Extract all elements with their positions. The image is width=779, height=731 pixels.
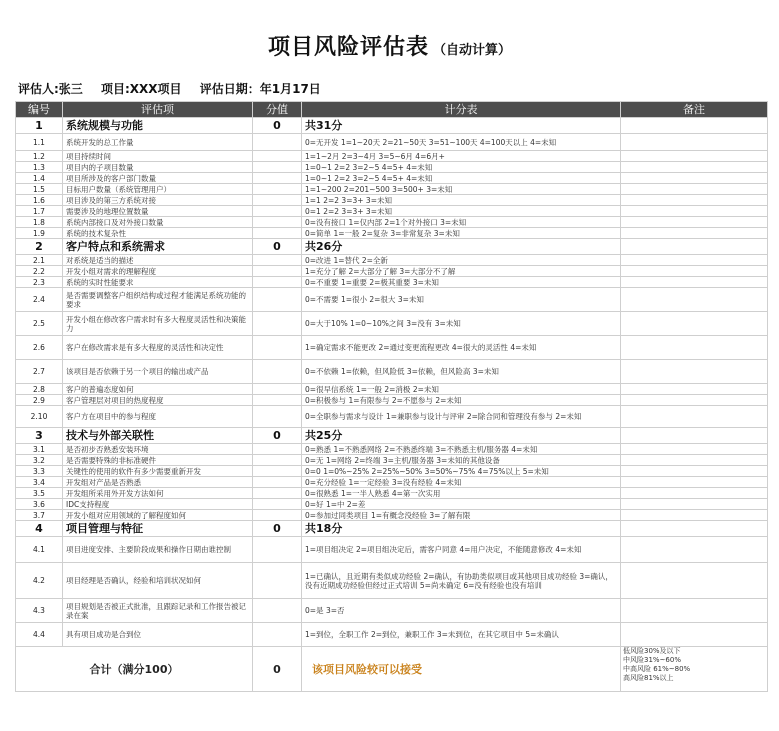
item-desc: 该项目是否依赖于另一个项目的输出或产品 [63, 360, 253, 384]
section-total: 共26分 [302, 239, 621, 255]
table-row [16, 455, 768, 466]
section-score: 0 [253, 428, 302, 444]
col-header-score: 分值 [253, 102, 302, 118]
item-num: 3.4 [16, 477, 63, 488]
section-score: 0 [253, 521, 302, 537]
item-score-cell[interactable] [253, 477, 302, 488]
item-desc: 项目涉及的第三方系统对接 [63, 195, 253, 206]
table-row [16, 217, 768, 228]
item-score-cell[interactable] [253, 384, 302, 395]
item-desc: 客户方在项目中的参与程度 [63, 406, 253, 428]
item-score-cell[interactable] [253, 173, 302, 184]
item-num: 2.4 [16, 288, 63, 312]
item-note-cell[interactable] [621, 499, 768, 510]
item-note-cell[interactable] [621, 406, 768, 428]
item-score-cell[interactable] [253, 288, 302, 312]
item-score-cell[interactable] [253, 563, 302, 599]
item-desc: 开发组对产品是否熟悉 [63, 477, 253, 488]
table-row [16, 466, 768, 477]
item-score-cell[interactable] [253, 134, 302, 151]
item-score-cell[interactable] [253, 623, 302, 647]
table-row [16, 151, 768, 162]
item-rule: 1=1~200 2=201~500 3=500+ 3=未知 [302, 184, 621, 195]
eval-date: 评估日期：年1月17日 [199, 82, 321, 96]
legend-mid: 中风险31%~60% [623, 656, 681, 664]
item-num: 2.3 [16, 277, 63, 288]
table-row [16, 623, 768, 647]
table-row [16, 384, 768, 395]
item-rule: 0=不重要 1=重要 2=极其重要 3=未知 [302, 277, 621, 288]
item-rule: 1=已确认，且近期有类似成功经验 2=确认，有协助类似项目或其他项目成功经验 3=确认，没有近期成功经验但经过正式培训 5=尚未确定 6=没有经验也没有培训 [302, 563, 621, 599]
section-note [621, 239, 768, 255]
item-rule: 0=好 1=中 2=差 [302, 499, 621, 510]
item-desc: 客户管理层对项目的热度程度 [63, 395, 253, 406]
table-row [16, 477, 768, 488]
table-row [16, 184, 768, 195]
item-num: 1.7 [16, 206, 63, 217]
item-note-cell[interactable] [621, 228, 768, 239]
item-rule: 0=没有接口 1=仅内部 2=1个对外接口 3=未知 [302, 217, 621, 228]
item-desc: 是否初步否熟悉安装环境 [63, 444, 253, 455]
item-note-cell[interactable] [621, 336, 768, 360]
item-num: 2.5 [16, 312, 63, 336]
table-row [16, 395, 768, 406]
item-note-cell[interactable] [621, 444, 768, 455]
item-score-cell[interactable] [253, 162, 302, 173]
item-rule: 0=不依赖 1=依赖，但风险低 3=依赖，但风险高 3=未知 [302, 360, 621, 384]
section-title: 客户特点和系统需求 [63, 239, 253, 255]
item-note-cell[interactable] [621, 134, 768, 151]
item-desc: 目标用户数量（系统管理用户） [63, 184, 253, 195]
item-desc: 项目经理是否确认，经验和培训状况如何 [63, 563, 253, 599]
section-row [16, 428, 768, 444]
item-score-cell[interactable] [253, 444, 302, 455]
table-row [16, 277, 768, 288]
section-row [16, 118, 768, 134]
item-rule: 0=全职参与需求与设计 1=兼职参与设计与评审 2=除合同和管理没有参与 2=未知 [302, 406, 621, 428]
item-note-cell[interactable] [621, 195, 768, 206]
section-title: 系统规模与功能 [63, 118, 253, 134]
item-desc: IDC支持程度 [63, 499, 253, 510]
item-rule: 1=0~1 2=2 3=2~5 4=5+ 4=未知 [302, 173, 621, 184]
item-note-cell[interactable] [621, 173, 768, 184]
item-num: 3.2 [16, 455, 63, 466]
item-note-cell[interactable] [621, 384, 768, 395]
table-body [16, 118, 768, 647]
item-score-cell[interactable] [253, 217, 302, 228]
table-row [16, 499, 768, 510]
legend-low: 低风险30%及以下 [623, 647, 681, 655]
section-note [621, 118, 768, 134]
item-score-cell[interactable] [253, 537, 302, 563]
item-score-cell[interactable] [253, 312, 302, 336]
section-num: 4 [16, 521, 63, 537]
item-desc: 具有项目成功是合到位 [63, 623, 253, 647]
section-row [16, 521, 768, 537]
item-score-cell[interactable] [253, 255, 302, 266]
table-row [16, 266, 768, 277]
item-rule: 1=0~1 2=2 3=2~5 4=5+ 4=未知 [302, 162, 621, 173]
item-num: 1.3 [16, 162, 63, 173]
item-rule: 0=充分经验 1=一定经验 3=没有经验 4=未知 [302, 477, 621, 488]
total-result: 该项目风险较可以接受 [302, 647, 621, 692]
table-row [16, 288, 768, 312]
table-row [16, 488, 768, 499]
table-row [16, 195, 768, 206]
item-score-cell[interactable] [253, 277, 302, 288]
legend-high: 高风险81%以上 [623, 674, 674, 682]
item-rule: 1=1~2月 2=3~4月 3=5~6月 4=6月+ [302, 151, 621, 162]
meta-info [18, 80, 335, 97]
item-score-cell[interactable] [253, 510, 302, 521]
project-name: 项目:XXX项目 [101, 82, 182, 96]
evaluator: 评估人:张三 [18, 82, 83, 96]
item-num: 4.1 [16, 537, 63, 563]
item-note-cell[interactable] [621, 162, 768, 173]
section-total: 共31分 [302, 118, 621, 134]
item-rule: 0=很早信系统 1=一般 2=消极 2=未知 [302, 384, 621, 395]
legend-midhigh: 中高风险 61%~80% [623, 665, 691, 673]
item-note-cell[interactable] [621, 266, 768, 277]
table-row [16, 563, 768, 599]
item-num: 2.10 [16, 406, 63, 428]
table-row [16, 360, 768, 384]
table-row [16, 510, 768, 521]
item-score-cell[interactable] [253, 336, 302, 360]
item-score-cell[interactable] [253, 488, 302, 499]
item-note-cell[interactable] [621, 360, 768, 384]
item-score-cell[interactable] [253, 455, 302, 466]
item-desc: 客户在修改需求是有多大程度的灵活性和决定性 [63, 336, 253, 360]
item-score-cell[interactable] [253, 499, 302, 510]
title-area [0, 30, 779, 61]
item-score-cell[interactable] [253, 266, 302, 277]
item-note-cell[interactable] [621, 255, 768, 266]
item-note-cell[interactable] [621, 217, 768, 228]
item-note-cell[interactable] [621, 151, 768, 162]
item-num: 2.6 [16, 336, 63, 360]
item-note-cell[interactable] [621, 184, 768, 195]
item-rule: 0=1 2=2 3=3+ 3=未知 [302, 206, 621, 217]
item-desc: 系统内部接口及对外接口数量 [63, 217, 253, 228]
item-num: 3.7 [16, 510, 63, 521]
table-row [16, 162, 768, 173]
item-num: 2.1 [16, 255, 63, 266]
section-note [621, 428, 768, 444]
item-score-cell[interactable] [253, 206, 302, 217]
item-num: 3.5 [16, 488, 63, 499]
item-rule: 0=改进 1=替代 2=全新 [302, 255, 621, 266]
item-rule: 0=参加过同类项目 1=有概念没经验 3=了解有限 [302, 510, 621, 521]
page-title: 项目风险评估表 [267, 35, 429, 60]
table-row [16, 444, 768, 455]
item-note-cell[interactable] [621, 510, 768, 521]
item-desc: 是否需要特殊的非标准硬件 [63, 455, 253, 466]
section-total: 共25分 [302, 428, 621, 444]
item-desc: 对系统是适当的描述 [63, 255, 253, 266]
item-note-cell[interactable] [621, 312, 768, 336]
section-num: 1 [16, 118, 63, 134]
item-note-cell[interactable] [621, 488, 768, 499]
table-row [16, 599, 768, 623]
section-score: 0 [253, 118, 302, 134]
total-score: 0 [253, 647, 302, 692]
item-desc: 系统开发的总工作量 [63, 134, 253, 151]
item-num: 2.2 [16, 266, 63, 277]
col-header-rule: 计分表 [302, 102, 621, 118]
table-row [16, 134, 768, 151]
item-desc: 需要涉及的地理位置数量 [63, 206, 253, 217]
section-num: 3 [16, 428, 63, 444]
item-score-cell[interactable] [253, 395, 302, 406]
col-header-item: 评估项 [63, 102, 253, 118]
item-desc: 开发小组对应用领域的了解程度如何 [63, 510, 253, 521]
item-num: 1.6 [16, 195, 63, 206]
item-num: 3.3 [16, 466, 63, 477]
item-rule: 0=积极参与 1=有限参与 2=不愿参与 2=未知 [302, 395, 621, 406]
item-num: 1.8 [16, 217, 63, 228]
table-row [16, 537, 768, 563]
item-num: 4.3 [16, 599, 63, 623]
item-desc: 客户的普遍态度如何 [63, 384, 253, 395]
item-desc: 项目所涉及的客户部门数量 [63, 173, 253, 184]
section-title: 技术与外部关联性 [63, 428, 253, 444]
item-rule: 1=充分了解 2=大部分了解 3=大部分不了解 [302, 266, 621, 277]
table-row [16, 173, 768, 184]
item-note-cell[interactable] [621, 623, 768, 647]
item-score-cell[interactable] [253, 184, 302, 195]
table-row [16, 406, 768, 428]
item-score-cell[interactable] [253, 151, 302, 162]
table-row [16, 312, 768, 336]
item-rule: 0=无开发 1=1~20天 2=21~50天 3=51~100天 4=100天以上 4=未知 [302, 134, 621, 151]
item-note-cell[interactable] [621, 537, 768, 563]
item-desc: 开发小组对需求的理解程度 [63, 266, 253, 277]
section-num: 2 [16, 239, 63, 255]
item-num: 2.9 [16, 395, 63, 406]
item-note-cell[interactable] [621, 206, 768, 217]
col-header-num: 编号 [16, 102, 63, 118]
item-num: 1.1 [16, 134, 63, 151]
item-num: 1.4 [16, 173, 63, 184]
item-desc: 开发小组在修改客户需求时有多大程度灵活性和决策能力 [63, 312, 253, 336]
total-row [16, 647, 768, 692]
item-note-cell[interactable] [621, 395, 768, 406]
item-num: 1.5 [16, 184, 63, 195]
item-rule: 0=无 1=网络 2=终端 3=主机/服务器 3=未知的其他设备 [302, 455, 621, 466]
item-rule: 0=大于10% 1=0~10%之间 3=没有 3=未知 [302, 312, 621, 336]
item-num: 2.7 [16, 360, 63, 384]
item-rule: 0=0 1=0%~25% 2=25%~50% 3=50%~75% 4=75%以上 5=未知 [302, 466, 621, 477]
item-rule: 0=很熟悉 1=一半人熟悉 4=第一次实用 [302, 488, 621, 499]
section-score: 0 [253, 239, 302, 255]
item-desc: 项目进度安排、主要阶段成果和操作日期由谁控制 [63, 537, 253, 563]
risk-legend [621, 647, 768, 692]
section-total: 共18分 [302, 521, 621, 537]
item-score-cell[interactable] [253, 406, 302, 428]
item-rule: 0=是 3=否 [302, 599, 621, 623]
table-row [16, 336, 768, 360]
table-row [16, 206, 768, 217]
item-note-cell[interactable] [621, 563, 768, 599]
section-note [621, 521, 768, 537]
item-score-cell[interactable] [253, 228, 302, 239]
item-rule: 1=项目组决定 2=项目组决定后，需客户同意 4=用户决定，不能随意修改 4=未知 [302, 537, 621, 563]
item-rule: 1=1 2=2 3=3+ 3=未知 [302, 195, 621, 206]
item-desc: 开发组所采用外开发方法如何 [63, 488, 253, 499]
item-score-cell[interactable] [253, 466, 302, 477]
item-desc: 项目规划是否被正式批准，且跟踪记录和工作报告被记录在案 [63, 599, 253, 623]
table-row [16, 228, 768, 239]
item-note-cell[interactable] [621, 466, 768, 477]
item-rule: 0=不需要 1=很小 2=很大 3=未知 [302, 288, 621, 312]
table-row [16, 255, 768, 266]
item-desc: 关键性的使用的软件有多少需要重新开发 [63, 466, 253, 477]
item-num: 3.1 [16, 444, 63, 455]
item-score-cell[interactable] [253, 360, 302, 384]
item-note-cell[interactable] [621, 277, 768, 288]
item-desc: 系统的技术复杂性 [63, 228, 253, 239]
item-desc: 项目内的子项目数量 [63, 162, 253, 173]
item-score-cell[interactable] [253, 599, 302, 623]
item-num: 1.2 [16, 151, 63, 162]
item-num: 2.8 [16, 384, 63, 395]
item-num: 3.6 [16, 499, 63, 510]
item-num: 4.2 [16, 563, 63, 599]
item-rule: 1=确定需求不能更改 2=通过变更流程更改 4=很大的灵活性 4=未知 [302, 336, 621, 360]
item-desc: 系统的实时性能要求 [63, 277, 253, 288]
item-rule: 0=简单 1=一般 2=复杂 3=非常复杂 3=未知 [302, 228, 621, 239]
section-row [16, 239, 768, 255]
risk-table [15, 101, 768, 692]
item-note-cell[interactable] [621, 477, 768, 488]
total-label: 合计（满分100） [16, 647, 253, 692]
page-subtitle: （自动计算） [433, 43, 512, 58]
item-num: 4.4 [16, 623, 63, 647]
item-desc: 项目持续时间 [63, 151, 253, 162]
section-title: 项目管理与特征 [63, 521, 253, 537]
item-note-cell[interactable] [621, 288, 768, 312]
item-note-cell[interactable] [621, 599, 768, 623]
item-desc: 是否需要调整客户组织结构或过程才能满足系统功能的要求 [63, 288, 253, 312]
col-header-note: 备注 [621, 102, 768, 118]
item-note-cell[interactable] [621, 455, 768, 466]
item-score-cell[interactable] [253, 195, 302, 206]
item-rule: 1=到位，全职工作 2=到位，兼职工作 3=未到位，在其它项目中 5=未确认 [302, 623, 621, 647]
table-header-row [16, 102, 768, 118]
item-rule: 0=熟悉 1=不熟悉网络 2=不熟悉终端 3=不熟悉主机/服务器 4=未知 [302, 444, 621, 455]
item-num: 1.9 [16, 228, 63, 239]
